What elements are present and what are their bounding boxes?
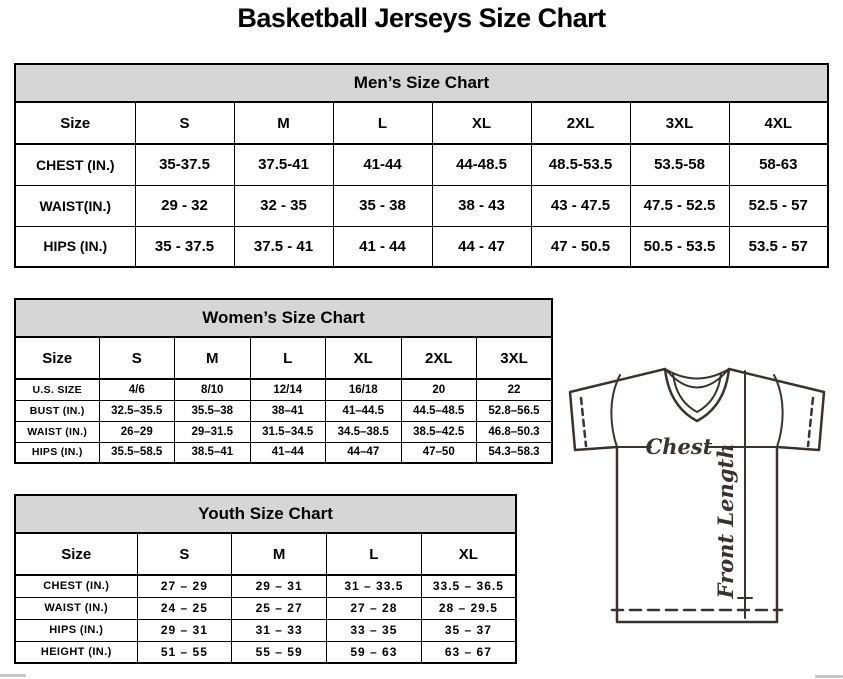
women-value-cell: 16/18: [326, 379, 402, 400]
jersey-outline-drawing: [556, 358, 838, 630]
youth-size-header-row: [15, 533, 516, 575]
youth-value-cell: 63 – 67: [421, 641, 516, 663]
youth-size-column-s: S: [137, 533, 232, 575]
men-value-cell: 38 - 43: [432, 185, 531, 226]
youth-value-cell: 27 – 28: [327, 597, 422, 619]
youth-value-cell: 28 – 29.5: [421, 597, 516, 619]
men-value-cell: 29 - 32: [135, 185, 234, 226]
youth-value-cell: 55 – 59: [232, 641, 327, 663]
youth-measurement-row: [15, 597, 516, 619]
women-value-cell: 35.5–38: [175, 400, 251, 421]
women-measurement-row: [15, 442, 552, 463]
women-value-cell: 20: [401, 379, 477, 400]
youth-size-column-m: M: [232, 533, 327, 575]
men-row-label: HIPS (IN.): [15, 226, 135, 267]
men-value-cell: 50.5 - 53.5: [630, 226, 729, 267]
men-value-cell: 58-63: [729, 144, 828, 185]
youth-row-label: HIPS (IN.): [15, 619, 137, 641]
women-value-cell: 31.5–34.5: [250, 421, 326, 442]
youth-row-label: HEIGHT (IN.): [15, 641, 137, 663]
women-value-cell: 54.3–58.3: [477, 442, 553, 463]
youth-value-cell: 35 – 37: [421, 619, 516, 641]
men-value-cell: 32 - 35: [234, 185, 333, 226]
youth-value-cell: 27 – 29: [137, 575, 232, 597]
youth-size-column-l: L: [327, 533, 422, 575]
men-size-header-row: [15, 102, 828, 144]
men-table-title-row: [15, 64, 828, 102]
men-size-column-l: L: [333, 102, 432, 144]
women-row-label: WAIST (IN.): [15, 421, 99, 442]
youth-value-cell: 33.5 – 36.5: [421, 575, 516, 597]
women-value-cell: 47–50: [401, 442, 477, 463]
women-row-label: BUST (IN.): [15, 400, 99, 421]
youth-row-label: WAIST (IN.): [15, 597, 137, 619]
men-value-cell: 47.5 - 52.5: [630, 185, 729, 226]
women-size-column-2xl: 2XL: [401, 337, 477, 379]
page-title: Basketball Jerseys Size Chart: [237, 3, 606, 33]
jersey-measurement-diagram: [556, 358, 838, 630]
youth-value-cell: 29 – 31: [232, 575, 327, 597]
men-measurement-row: [15, 144, 828, 185]
men-value-cell: 44-48.5: [432, 144, 531, 185]
youth-size-corner-label: Size: [15, 533, 137, 575]
women-size-header-row: [15, 337, 552, 379]
men-measurement-row: [15, 226, 828, 267]
men-value-cell: 52.5 - 57: [729, 185, 828, 226]
men-value-cell: 41-44: [333, 144, 432, 185]
men-value-cell: 44 - 47: [432, 226, 531, 267]
women-value-cell: 38.5–42.5: [401, 421, 477, 442]
women-size-column-xl: XL: [326, 337, 402, 379]
men-value-cell: 35 - 37.5: [135, 226, 234, 267]
youth-value-cell: 31 – 33: [232, 619, 327, 641]
men-value-cell: 48.5-53.5: [531, 144, 630, 185]
left-shoulder-seam: [611, 375, 620, 447]
women-value-cell: 12/14: [250, 379, 326, 400]
women-value-cell: 41–44: [250, 442, 326, 463]
men-table-title: Men’s Size Chart: [15, 64, 828, 102]
youth-size-chart-table: [14, 494, 517, 664]
jersey-body-outline: [570, 369, 824, 622]
youth-table-title-row: [15, 495, 516, 533]
women-measurement-row: [15, 421, 552, 442]
youth-measurement-row: [15, 641, 516, 663]
women-value-cell: 46.8–50.3: [477, 421, 553, 442]
women-value-cell: 34.5–38.5: [326, 421, 402, 442]
chest-label: Chest: [645, 434, 713, 459]
women-value-cell: 29–31.5: [175, 421, 251, 442]
women-size-column-s: S: [99, 337, 175, 379]
women-value-cell: 38.5–41: [175, 442, 251, 463]
youth-size-column-xl: XL: [421, 533, 516, 575]
men-value-cell: 43 - 47.5: [531, 185, 630, 226]
front-length-label: Front Length: [713, 443, 738, 599]
men-row-label: WAIST(IN.): [15, 185, 135, 226]
women-row-label: U.S. SIZE: [15, 379, 99, 400]
mens-size-chart-table: [14, 63, 829, 268]
men-row-label: CHEST (IN.): [15, 144, 135, 185]
women-value-cell: 22: [477, 379, 553, 400]
youth-value-cell: 25 – 27: [232, 597, 327, 619]
men-value-cell: 35-37.5: [135, 144, 234, 185]
men-value-cell: 37.5 - 41: [234, 226, 333, 267]
women-value-cell: 35.5–58.5: [99, 442, 175, 463]
men-value-cell: 53.5-58: [630, 144, 729, 185]
horizontal-scrollbar-thumb-right[interactable]: [815, 675, 843, 678]
women-value-cell: 8/10: [175, 379, 251, 400]
womens-size-chart-table: [14, 298, 553, 464]
men-size-corner-label: Size: [15, 102, 135, 144]
youth-value-cell: 59 – 63: [327, 641, 422, 663]
vneck-outer-line: [665, 369, 729, 421]
youth-measurement-row: [15, 619, 516, 641]
youth-value-cell: 24 – 25: [137, 597, 232, 619]
men-size-column-3xl: 3XL: [630, 102, 729, 144]
women-value-cell: 4/6: [99, 379, 175, 400]
women-table-title: Women’s Size Chart: [15, 299, 552, 337]
youth-value-cell: 31 – 33.5: [327, 575, 422, 597]
men-value-cell: 47 - 50.5: [531, 226, 630, 267]
women-value-cell: 44–47: [326, 442, 402, 463]
women-measurement-row: [15, 379, 552, 400]
men-size-column-4xl: 4XL: [729, 102, 828, 144]
women-value-cell: 38–41: [250, 400, 326, 421]
youth-value-cell: 29 – 31: [137, 619, 232, 641]
women-measurement-row: [15, 400, 552, 421]
right-shoulder-seam: [774, 375, 783, 447]
men-value-cell: 41 - 44: [333, 226, 432, 267]
women-value-cell: 26–29: [99, 421, 175, 442]
women-value-cell: 41–44.5: [326, 400, 402, 421]
women-size-column-l: L: [250, 337, 326, 379]
women-value-cell: 44.5–48.5: [401, 400, 477, 421]
men-size-column-2xl: 2XL: [531, 102, 630, 144]
men-measurement-row: [15, 185, 828, 226]
left-cuff-dashed-line: [581, 398, 586, 446]
men-size-column-s: S: [135, 102, 234, 144]
women-size-column-3xl: 3XL: [477, 337, 553, 379]
men-size-column-m: M: [234, 102, 333, 144]
women-table-title-row: [15, 299, 552, 337]
youth-row-label: CHEST (IN.): [15, 575, 137, 597]
youth-table-title: Youth Size Chart: [15, 495, 516, 533]
youth-measurement-row: [15, 575, 516, 597]
right-cuff-dashed-line: [808, 398, 813, 446]
women-size-corner-label: Size: [15, 337, 99, 379]
men-value-cell: 37.5-41: [234, 144, 333, 185]
women-row-label: HIPS (IN.): [15, 442, 99, 463]
women-size-column-m: M: [175, 337, 251, 379]
men-size-column-xl: XL: [432, 102, 531, 144]
youth-value-cell: 33 – 35: [327, 619, 422, 641]
women-value-cell: 32.5–35.5: [99, 400, 175, 421]
youth-value-cell: 51 – 55: [137, 641, 232, 663]
women-value-cell: 52.8–56.5: [477, 400, 553, 421]
men-value-cell: 53.5 - 57: [729, 226, 828, 267]
horizontal-scrollbar-thumb-left[interactable]: [0, 674, 26, 677]
men-value-cell: 35 - 38: [333, 185, 432, 226]
